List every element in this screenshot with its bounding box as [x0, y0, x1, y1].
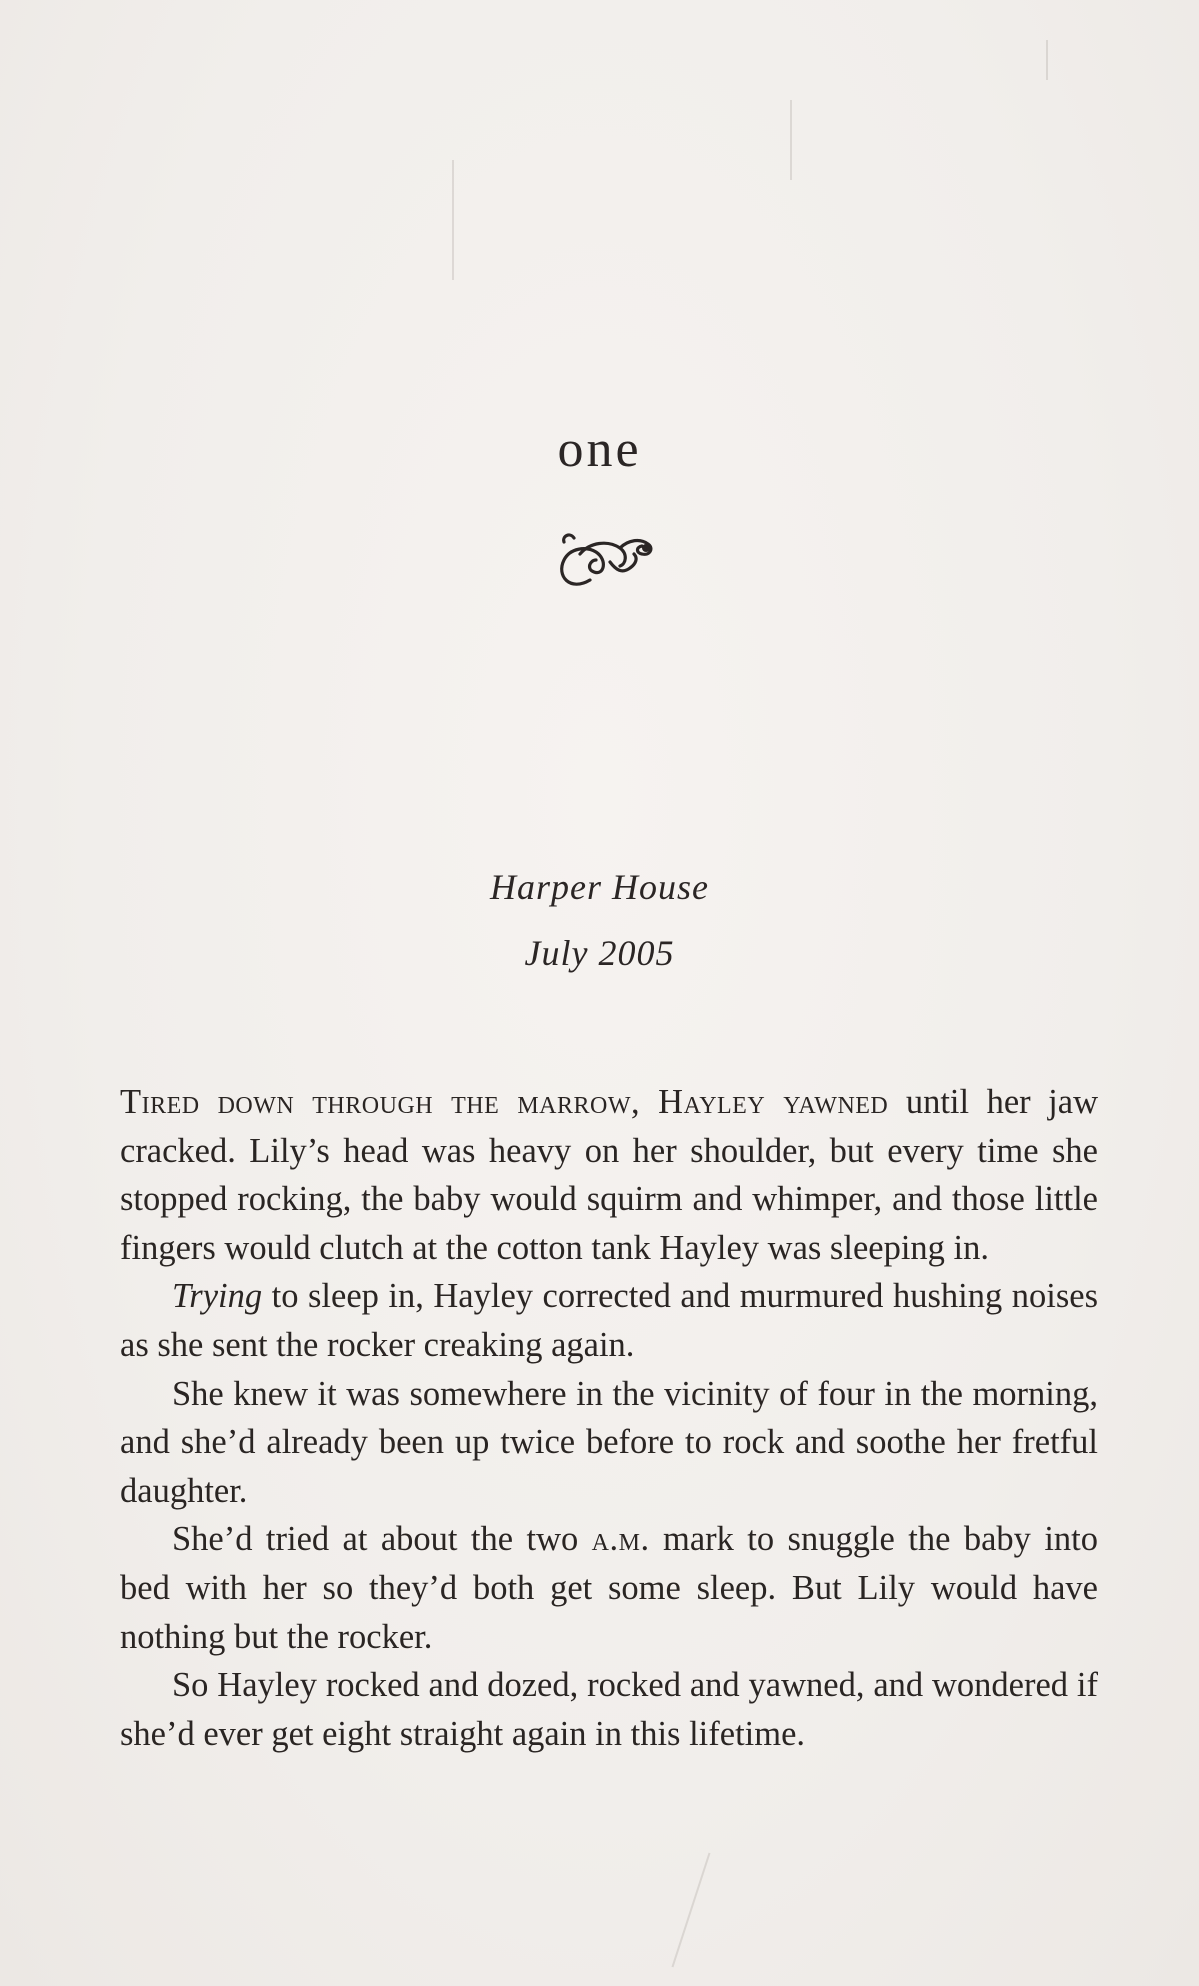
emphasis-text: Trying [172, 1277, 263, 1316]
paper-scratch [452, 160, 454, 280]
paragraph-text: She’d tried at about the two [172, 1520, 592, 1559]
paragraph-text: until her jaw cracked. Lily’s head was heavy on her shoulder, but every time she stopped rocking, the baby would squirm and whimper, and those little fingers would clutch at the cotton tank Hayley was sleeping in. [120, 1083, 1098, 1267]
paragraph-text: to sleep in, Hayley corrected and murmured hushing noises as she sent the rocker creaking again. [120, 1277, 1098, 1364]
vine-flourish-icon [550, 520, 660, 600]
paragraph [120, 1272, 1098, 1369]
paper-scratch [672, 1853, 711, 1968]
chapter-title: one [557, 421, 642, 478]
paper-scratch [1046, 40, 1048, 80]
paragraph-lead: Tired down through the marrow, Hayley yawned [120, 1083, 889, 1121]
time-abbreviation: a.m. [591, 1520, 650, 1559]
setting-place: Harper House [490, 867, 709, 907]
paragraph [120, 1515, 1098, 1661]
chapter-body [120, 1078, 1098, 1758]
paper-scratch [790, 100, 792, 180]
paragraph: So Hayley rocked and dozed, rocked and yawned, and wondered if she’d ever get eight straight again in this lifetime. [120, 1666, 1098, 1753]
setting-date: July 2005 [524, 933, 675, 973]
paragraph: She knew it was somewhere in the vicinity of four in the morning, and she’d already been up twice before to rock and soothe her fretful daughter. [120, 1374, 1098, 1510]
paragraph [120, 1078, 1098, 1272]
paragraph-text: mark to snuggle the baby into bed with her so they’d both get some sleep. But Lily would have nothing but the rocker. [120, 1520, 1098, 1656]
